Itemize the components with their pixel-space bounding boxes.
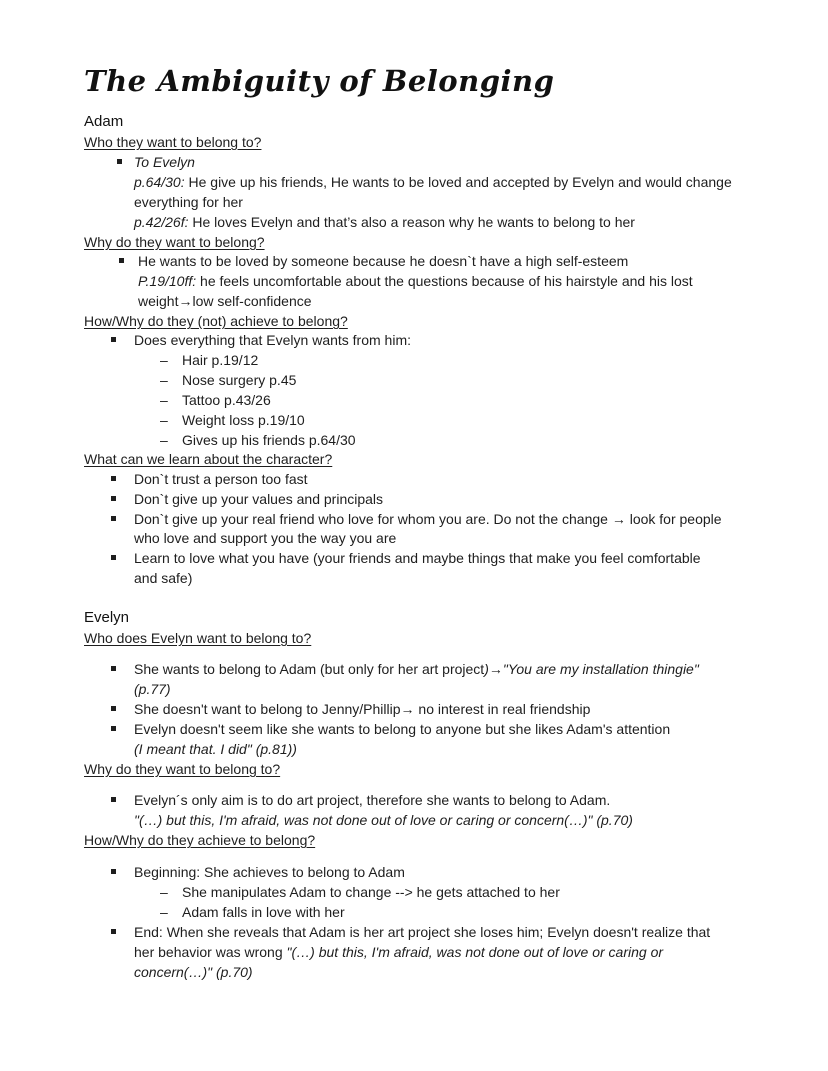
reference-line: everything for her xyxy=(134,194,243,210)
list-item: Does everything that Evelyn wants from him: xyxy=(134,332,412,348)
document-title: The Ambiguity of Belonging xyxy=(84,64,555,98)
question-heading: How/Why do they (not) achieve to belong? xyxy=(84,313,348,329)
list-item-text: her behavior was wrong xyxy=(134,944,287,960)
question-heading: Who they want to belong to? xyxy=(84,134,262,150)
dash-marker: – xyxy=(160,412,168,428)
quote: (I meant that. I did" (p.81)) xyxy=(134,741,297,757)
question-heading: Why do they want to belong? xyxy=(84,234,265,250)
page-reference: p.64/30: xyxy=(134,174,185,190)
bullet-marker xyxy=(111,516,116,521)
list-item-continuation: and safe) xyxy=(134,570,193,586)
bullet-marker xyxy=(111,496,116,501)
question-heading: How/Why do they achieve to belong? xyxy=(84,832,316,848)
list-item: He wants to be loved by someone because he doesn`t have a high self-esteem xyxy=(138,253,629,269)
reference-text: He give up his friends, He wants to be loved and accepted by Evelyn and would change xyxy=(184,174,732,190)
list-item: To Evelyn xyxy=(134,154,195,170)
list-item xyxy=(134,659,699,679)
sub-list-item: Nose surgery p.45 xyxy=(182,372,297,388)
list-item: Learn to love what you have (your friends and maybe things that make you feel comfortable xyxy=(134,550,701,566)
sub-list-item: Gives up his friends p.64/30 xyxy=(182,432,356,448)
list-item: She doesn't want to belong to Jenny/Phillip→ no interest in real friendship xyxy=(134,701,591,717)
list-item: End: When she reveals that Adam is her art project she loses him; Evelyn doesn't realize that xyxy=(134,924,711,940)
bullet-marker xyxy=(117,159,122,164)
page-reference: p.42/26f: xyxy=(134,214,189,230)
list-item: Evelyn doesn't seem like she wants to belong to anyone but she likes Adam's attention xyxy=(134,721,671,737)
sub-list-item: Adam falls in love with her xyxy=(182,904,345,920)
quote: "(…) but this, I'm afraid, was not done out of love or caring or xyxy=(286,944,664,960)
quote: "(…) but this, I'm afraid, was not done out of love or caring or concern(…)" (p.70) xyxy=(134,812,633,828)
question-heading: Why do they want to belong to? xyxy=(84,761,281,777)
dash-marker: – xyxy=(160,884,168,900)
sub-list-item: Weight loss p.19/10 xyxy=(182,412,305,428)
dash-marker: – xyxy=(160,432,168,448)
list-item: Don`t give up your values and principals xyxy=(134,491,384,507)
list-item: Don`t give up your real friend who love for whom you are. Do not the change → look for people xyxy=(134,511,722,527)
bullet-marker xyxy=(111,666,116,671)
bullet-marker xyxy=(111,706,116,711)
bullet-marker xyxy=(111,555,116,560)
dash-marker: – xyxy=(160,392,168,408)
reference-line xyxy=(138,271,693,291)
bullet-marker xyxy=(111,476,116,481)
sub-list-item: Hair p.19/12 xyxy=(182,352,259,368)
question-heading: Who does Evelyn want to belong to? xyxy=(84,630,312,646)
quote: )→"You are my installation thingie" xyxy=(484,661,699,677)
page-reference: P.19/10ff: xyxy=(138,273,197,289)
section-heading-adam: Adam xyxy=(84,113,124,130)
reference-text: He loves Evelyn and that’s also a reason why he wants to belong to her xyxy=(188,214,635,230)
dash-marker: – xyxy=(160,372,168,388)
bullet-marker xyxy=(111,797,116,802)
dash-marker: – xyxy=(160,904,168,920)
list-item-continuation: who love and support you the way you are xyxy=(134,530,397,546)
list-item: Beginning: She achieves to belong to Adam xyxy=(134,864,405,880)
dash-marker: – xyxy=(160,352,168,368)
bullet-marker xyxy=(111,726,116,731)
list-item-text: She wants to belong to Adam (but only for her art project xyxy=(134,661,485,677)
reference-line xyxy=(134,212,635,232)
sub-list-item: She manipulates Adam to change --> he gets attached to her xyxy=(182,884,560,900)
sub-list-item: Tattoo p.43/26 xyxy=(182,392,271,408)
bullet-marker xyxy=(119,258,124,263)
question-heading: What can we learn about the character? xyxy=(84,451,333,467)
list-item-continuation xyxy=(134,942,663,962)
reference-line: weight→low self-confidence xyxy=(138,293,312,309)
section-heading-evelyn: Evelyn xyxy=(84,609,130,626)
list-item: Don`t trust a person too fast xyxy=(134,471,308,487)
page-reference: (p.77) xyxy=(134,681,171,697)
quote: concern(…)" (p.70) xyxy=(134,964,253,980)
reference-text: he feels uncomfortable about the questions because of his hairstyle and his lost xyxy=(196,273,693,289)
bullet-marker xyxy=(111,929,116,934)
bullet-marker xyxy=(111,869,116,874)
bullet-marker xyxy=(111,337,116,342)
list-item: Evelyn´s only aim is to do art project, therefore she wants to belong to Adam. xyxy=(134,792,611,808)
reference-line xyxy=(134,172,732,192)
